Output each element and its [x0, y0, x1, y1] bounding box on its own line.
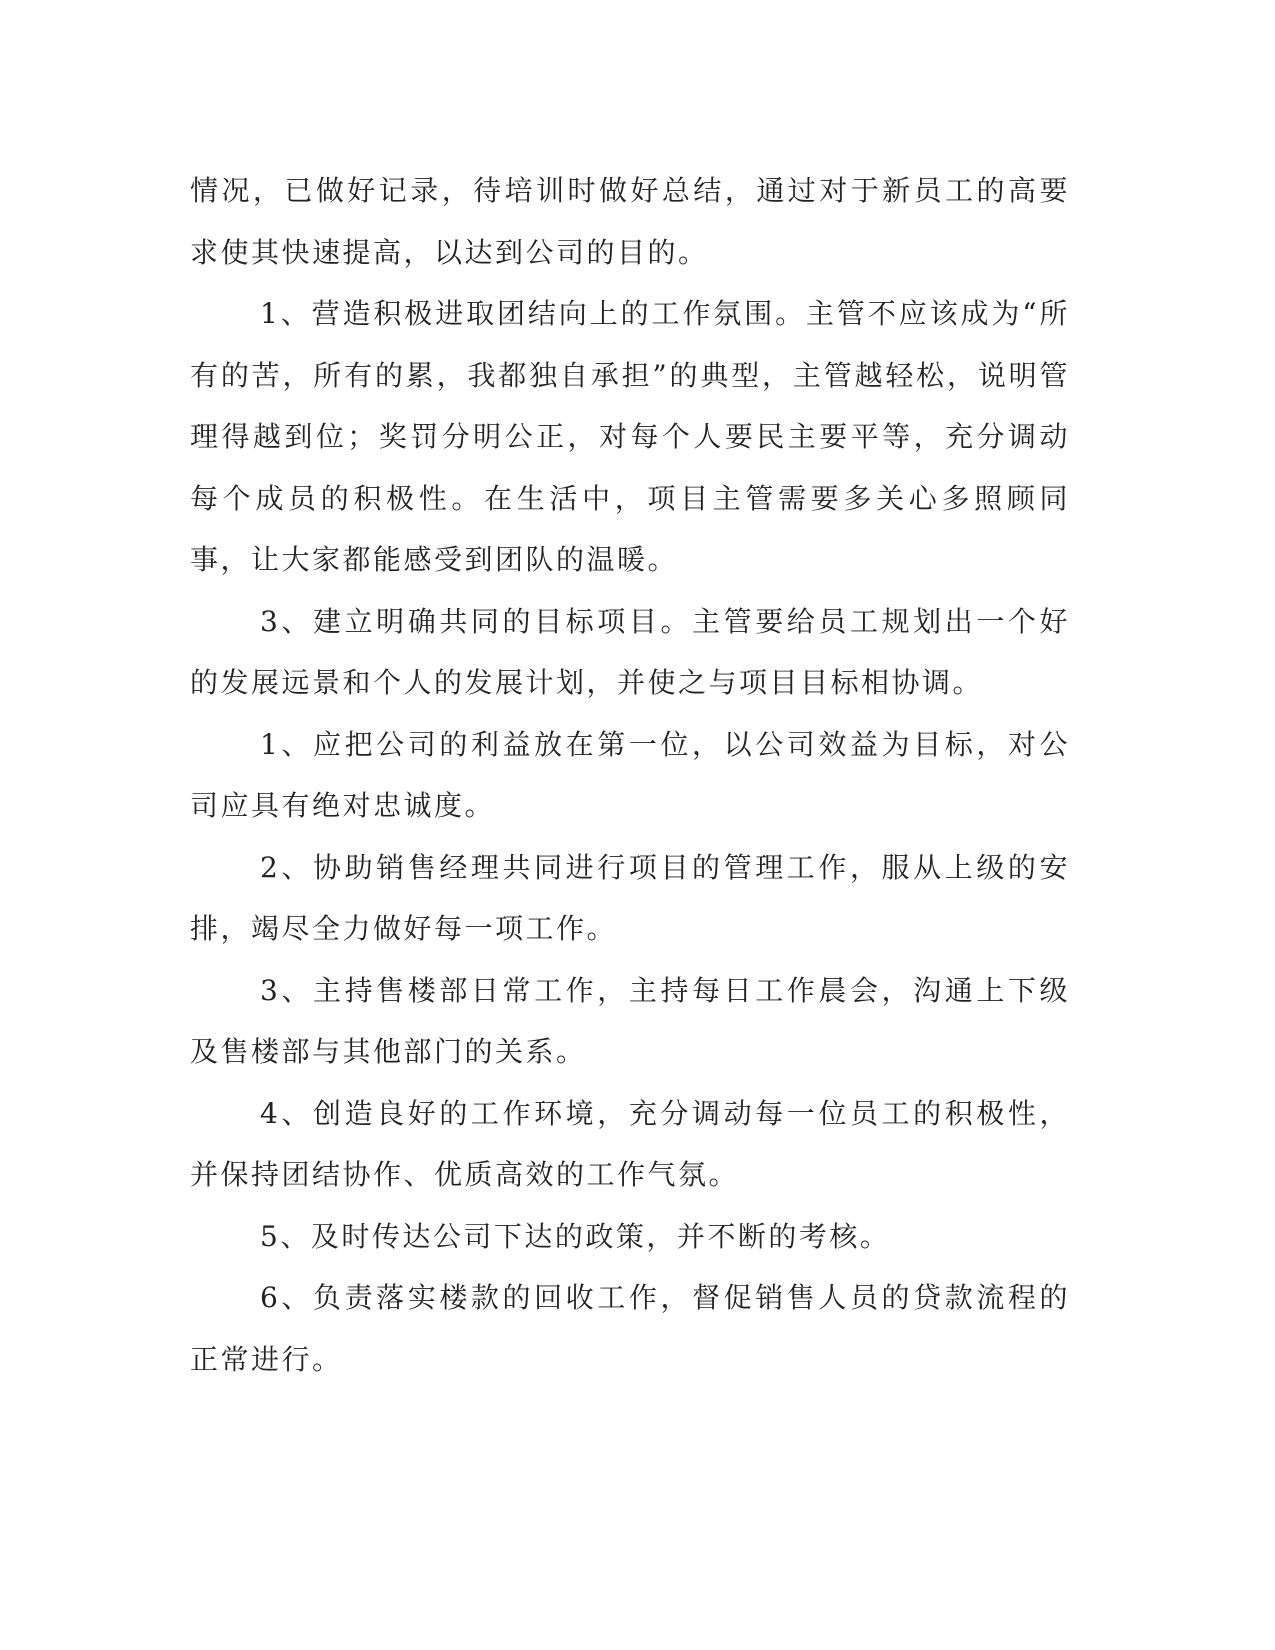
- paragraph-6: 3、主持售楼部日常工作，主持每日工作晨会，沟通上下级及售楼部与其他部门的关系。: [190, 973, 1070, 1068]
- paragraph-1: 情况，已做好记录，待培训时做好总结，通过对于新员工的高要求使其快速提高，以达到公司的目的。: [190, 174, 1070, 269]
- document-body: [190, 160, 1070, 1390]
- paragraph-7: 4、创造良好的工作环境，充分调动每一位员工的积极性，并保持团结协作、优质高效的工作气氛。: [190, 1096, 1070, 1191]
- paragraph-2: 1、营造积极进取团结向上的工作氛围。主管不应该成为“所有的苦，所有的累，我都独自承担”的典型，主管越轻松，说明管理得越到位；奖罚分明公正，对每个人要民主要平等，充分调动每个成员的积极性。在生活中，项目主管需要多关心多照顾同事，让大家都能感受到团队的温暖。: [190, 297, 1070, 576]
- paragraph-5: 2、协助销售经理共同进行项目的管理工作，服从上级的安排，竭尽全力做好每一项工作。: [190, 850, 1070, 945]
- paragraph-4: 1、应把公司的利益放在第一位，以公司效益为目标，对公司应具有绝对忠诚度。: [190, 727, 1070, 822]
- paragraph-3: 3、建立明确共同的目标项目。主管要给员工规划出一个好的发展远景和个人的发展计划，并使之与项目目标相协调。: [190, 604, 1070, 699]
- paragraph-9: 6、负责落实楼款的回收工作，督促销售人员的贷款流程的正常进行。: [190, 1281, 1070, 1376]
- paragraph-8: 5、及时传达公司下达的政策，并不断的考核。: [260, 1219, 891, 1253]
